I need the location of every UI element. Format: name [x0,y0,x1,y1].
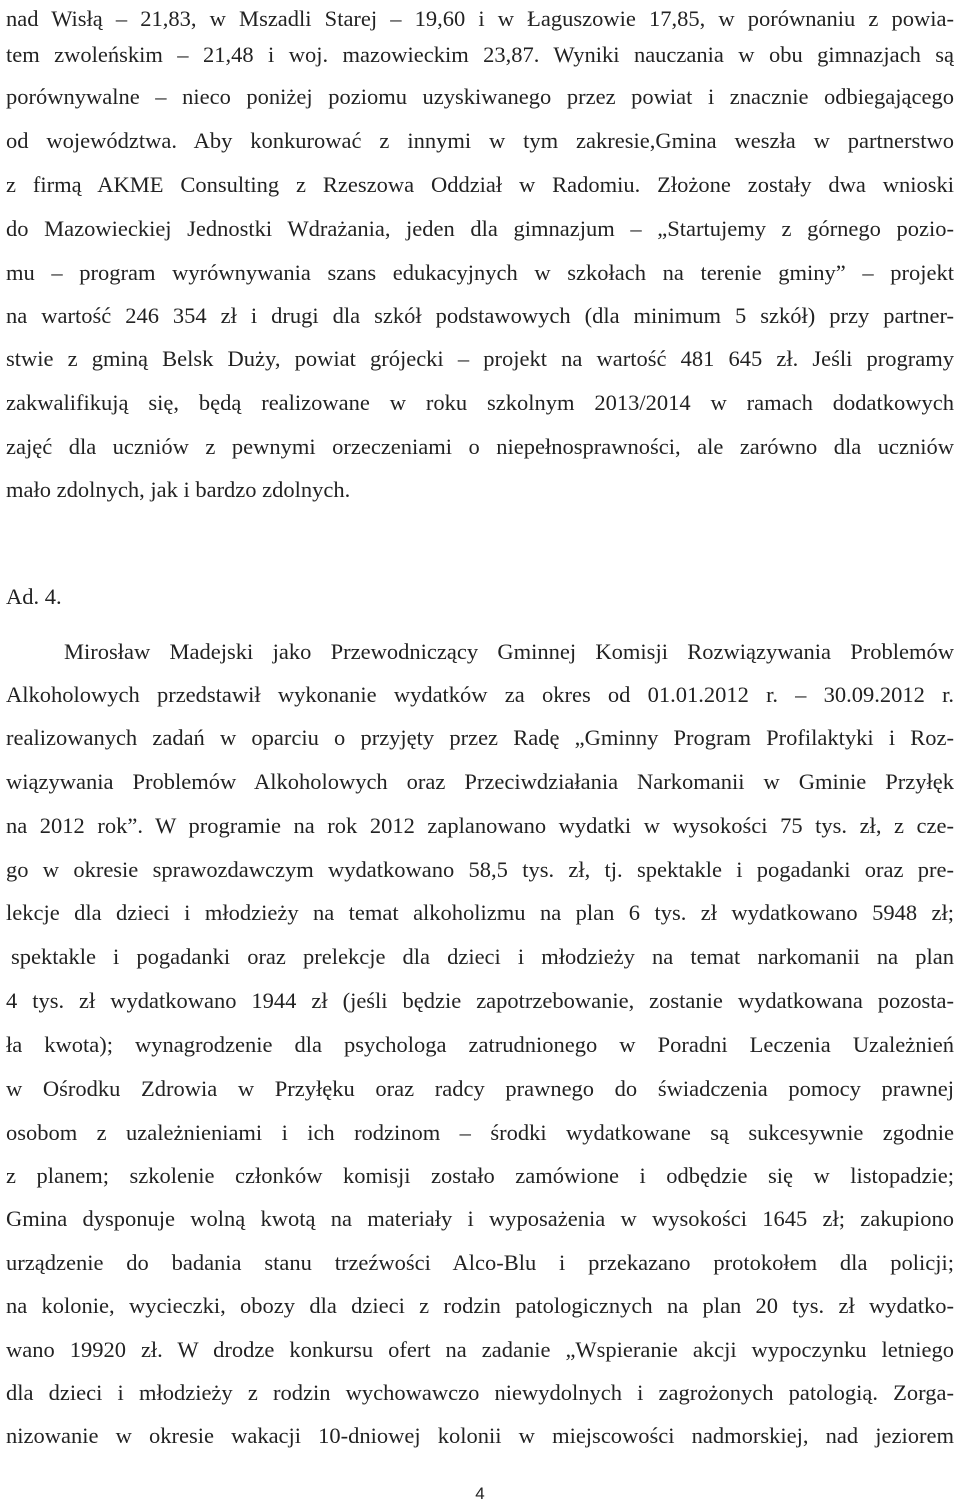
text-line: urządzenie do badania stanu trzeźwości Alco-Blu i przekazano protokołem dla policji; [6,1250,954,1275]
text-line: w Ośrodku Zdrowia w Przyłęku oraz radcy prawnego do świadczenia pomocy prawnej [6,1076,954,1101]
text-line: dla dzieci i młodzieży z rodzin wychowawczo niewydolnych i zagrożonych patologią. Zorga- [6,1380,954,1405]
text-line: zajęć dla uczniów z pewnymi orzeczeniami o niepełnosprawności, ale zarówno dla uczniów [6,434,954,459]
text-line: Alkoholowych przedstawił wykonanie wydatków za okres od 01.01.2012 r. – 30.09.2012 r. [6,682,954,707]
text-line: nad Wisłą – 21,83, w Mszadli Starej – 19,60 i w Łaguszowie 17,85, w porównaniu z powia- [6,6,954,31]
text-line: go w okresie sprawozdawczym wydatkowano 58,5 tys. zł, tj. spektakle i pogadanki oraz pre- [6,857,954,882]
text-line: od województwa. Aby konkurować z innymi w tym zakresie,Gmina weszła w partnerstwo [6,128,954,153]
text-line: stwie z gminą Belsk Duży, powiat grójecki – projekt na wartość 481 645 zł. Jeśli programy [6,346,954,371]
text-line: zakwalifikują się, będą realizowane w roku szkolnym 2013/2014 w ramach dodatkowych [6,390,954,415]
text-line: tem zwoleńskim – 21,48 i woj. mazowieckim 23,87. Wyniki nauczania w obu gimnazjach są [6,42,954,67]
text-line: mu – program wyrównywania szans edukacyjnych w szkołach na terenie gminy” – projekt [6,260,954,285]
text-line: na 2012 rok”. W programie na rok 2012 zaplanowano wydatki w wysokości 75 tys. zł, z cze- [6,813,954,838]
text-line: Gmina dysponuje wolną kwotą na materiały i wyposażenia w wysokości 1645 zł; zakupiono [6,1206,954,1231]
text-line: ła kwota); wynagrodzenie dla psychologa zatrudnionego w Poradni Leczenia Uzależnień [6,1032,954,1057]
text-line: na wartość 246 354 zł i drugi dla szkół podstawowych (dla minimum 5 szkół) przy partner- [6,303,954,328]
text-line: z planem; szkolenie członków komisji zostało zamówione i odbędzie się w listopadzie; [6,1163,954,1188]
text-line: realizowanych zadań w oparciu o przyjęty przez Radę „Gminny Program Profilaktyki i Roz- [6,725,954,750]
text-line: 4 tys. zł wydatkowano 1944 zł (jeśli będzie zapotrzebowanie, zostanie wydatkowana pozosta- [6,988,954,1013]
text-line: Mirosław Madejski jako Przewodniczący Gminnej Komisji Rozwiązywania Problemów [64,639,954,664]
text-line: nizowanie w okresie wakacji 10-dniowej kolonii w miejscowości nadmorskiej, nad jeziorem [6,1423,954,1448]
text-line: porównywalne – nieco poniżej poziomu uzyskiwanego przez powiat i znacznie odbiegającego [6,84,954,109]
text-line: na kolonie, wycieczki, obozy dla dzieci z rodzin patologicznych na plan 20 tys. zł wydatko- [6,1293,954,1318]
text-line: mało zdolnych, jak i bardzo zdolnych. [6,477,351,502]
text-line: wiązywania Problemów Alkoholowych oraz Przeciwdziałania Narkomanii w Gminie Przyłęk [6,769,954,794]
text-line: do Mazowieckiej Jednostki Wdrażania, jeden dla gimnazjum – „Startujemy z górnego pozio- [6,216,954,241]
page-number: 4 [475,1484,485,1503]
section-heading: Ad. 4. [6,584,62,609]
text-line: z firmą AKME Consulting z Rzeszowa Oddział w Radomiu. Złożone zostały dwa wnioski [6,172,954,197]
text-line: wano 19920 zł. W drodze konkursu ofert na zadanie „Wspieranie akcji wypoczynku letniego [6,1337,954,1362]
text-line: osobom z uzależnieniami i ich rodzinom – środki wydatkowane są sukcesywnie zgodnie [6,1120,954,1145]
text-line: spektakle i pogadanki oraz prelekcje dla dzieci i młodzieży na temat narkomanii na plan [11,944,954,969]
text-line: lekcje dla dzieci i młodzieży na temat alkoholizmu na plan 6 tys. zł wydatkowano 5948 zł; [6,900,954,925]
